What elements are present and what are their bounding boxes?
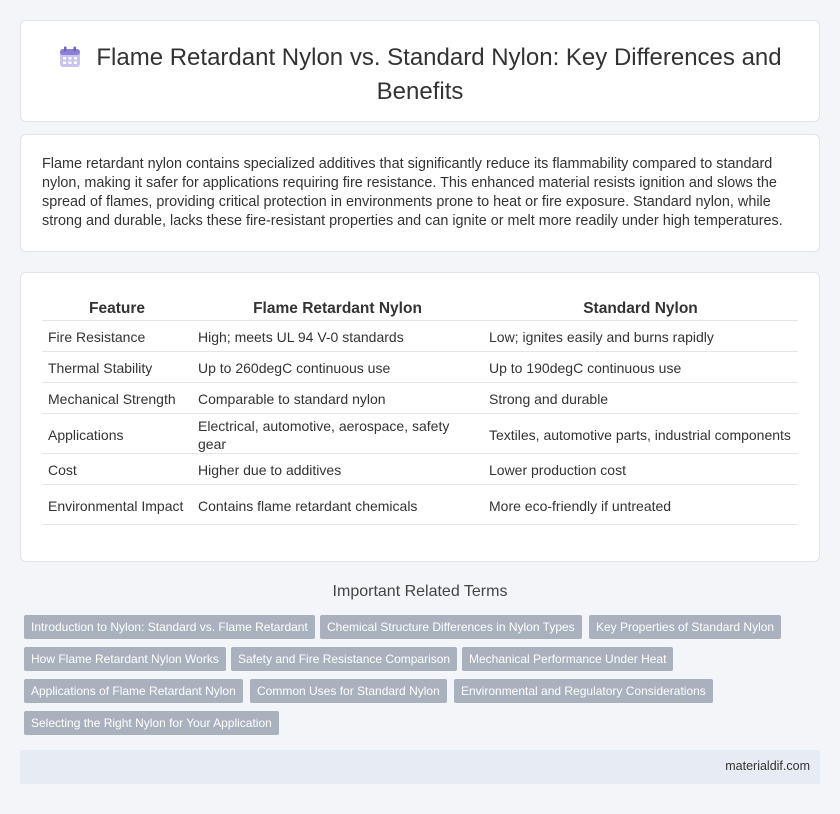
related-tag[interactable]: Applications of Flame Retardant Nylon bbox=[24, 679, 243, 703]
related-tag[interactable]: How Flame Retardant Nylon Works bbox=[24, 647, 226, 671]
table-row bbox=[42, 487, 798, 525]
related-tag[interactable]: Chemical Structure Differences in Nylon Types bbox=[320, 615, 582, 639]
flame-retardant-cell: High; meets UL 94 V-0 standards bbox=[192, 323, 483, 352]
standard-cell: Low; ignites easily and burns rapidly bbox=[483, 323, 798, 352]
standard-cell: Strong and durable bbox=[483, 385, 798, 414]
standard-cell: Up to 190degC continuous use bbox=[483, 354, 798, 383]
intro-paragraph: Flame retardant nylon contains specialized additives that significantly reduce its flammability compared to standard nylon, making it safer for applications requiring fire resistance. This enhanced material resists ignition and slows the spread of flames, providing critical protection in environments prone to heat or fire exposure. Standard nylon, while strong and durable, lacks these fire-resistant properties and can ignite or melt more readily under high temperatures. bbox=[42, 156, 783, 229]
flame-retardant-cell: Comparable to standard nylon bbox=[192, 385, 483, 414]
related-tag[interactable]: Introduction to Nylon: Standard vs. Flame Retardant bbox=[24, 615, 315, 639]
footer-site[interactable]: materialdif.com bbox=[725, 759, 810, 773]
page-title: Flame Retardant Nylon vs. Standard Nylon: Key Differences and Benefits bbox=[96, 44, 782, 105]
page-title-wrap bbox=[41, 43, 799, 107]
table-row bbox=[42, 354, 798, 383]
related-terms-title: Important Related Terms bbox=[332, 583, 508, 600]
related-tag[interactable]: Selecting the Right Nylon for Your Application bbox=[24, 711, 279, 735]
intro-card bbox=[20, 134, 820, 252]
feature-cell: Thermal Stability bbox=[42, 354, 192, 383]
feature-cell: Fire Resistance bbox=[42, 323, 192, 352]
table-row bbox=[42, 385, 798, 414]
feature-cell: Environmental Impact bbox=[42, 487, 192, 525]
flame-retardant-cell: Higher due to additives bbox=[192, 456, 483, 485]
standard-cell: Lower production cost bbox=[483, 456, 798, 485]
flame-retardant-cell: Up to 260degC continuous use bbox=[192, 354, 483, 383]
table-row bbox=[42, 456, 798, 485]
comparison-table-card bbox=[20, 272, 820, 562]
table-row bbox=[42, 416, 798, 454]
standard-cell: Textiles, automotive parts, industrial components bbox=[483, 416, 798, 454]
standard-cell: More eco-friendly if untreated bbox=[483, 487, 798, 525]
flame-retardant-cell: Electrical, automotive, aerospace, safety gear bbox=[192, 416, 483, 454]
flame-retardant-cell: Contains flame retardant chemicals bbox=[192, 487, 483, 525]
related-tag[interactable]: Safety and Fire Resistance Comparison bbox=[231, 647, 457, 671]
related-tag[interactable]: Common Uses for Standard Nylon bbox=[250, 679, 447, 703]
header-card bbox=[20, 20, 820, 122]
feature-cell: Mechanical Strength bbox=[42, 385, 192, 414]
feature-cell: Cost bbox=[42, 456, 192, 485]
footer bbox=[20, 750, 820, 784]
header-feature: Feature bbox=[42, 297, 192, 321]
header-standard: Standard Nylon bbox=[483, 297, 798, 321]
calendar-icon bbox=[58, 45, 82, 77]
related-tag[interactable]: Key Properties of Standard Nylon bbox=[589, 615, 781, 639]
table-header-row bbox=[42, 297, 798, 321]
comparison-table bbox=[42, 295, 798, 527]
related-tag[interactable]: Mechanical Performance Under Heat bbox=[462, 647, 673, 671]
related-tag[interactable]: Environmental and Regulatory Considerations bbox=[454, 679, 713, 703]
feature-cell: Applications bbox=[42, 416, 192, 454]
table-row bbox=[42, 323, 798, 352]
header-flame-retardant: Flame Retardant Nylon bbox=[192, 297, 483, 321]
